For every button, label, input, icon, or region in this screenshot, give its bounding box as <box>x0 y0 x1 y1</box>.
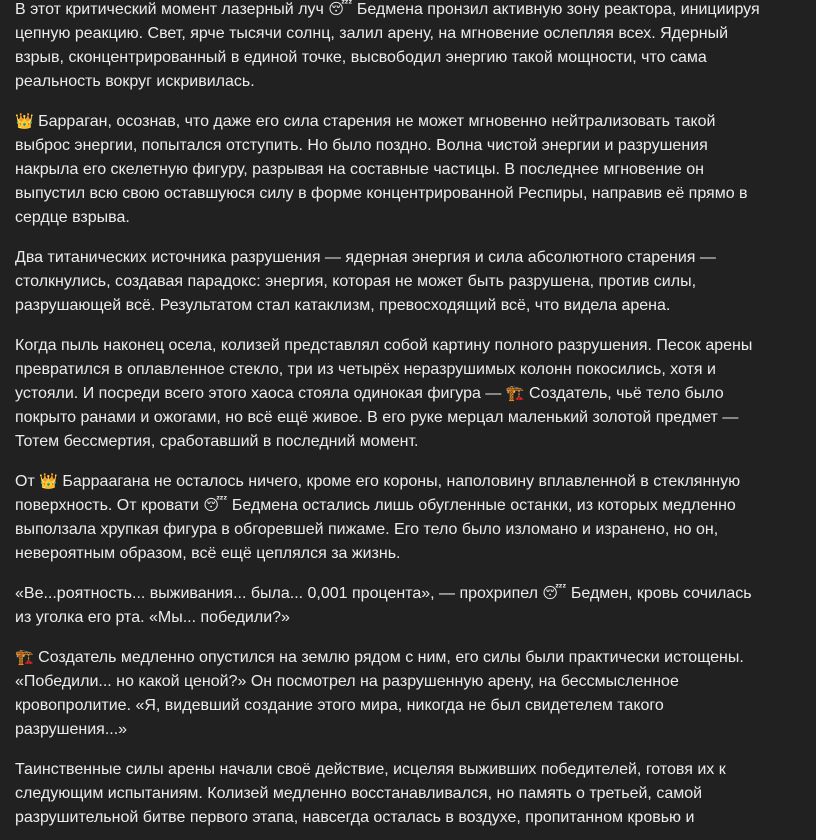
message-text: Бедмен, кровь сочилась из уголка его рта. «Мы... победили?» <box>15 585 752 626</box>
sleeping-face-icon: 😴 <box>203 496 228 514</box>
message-text: Создатель медленно опустился на землю рядом с ним, его силы были практически истощены. «Победили... но какой ценой?» Он посмотрел на разрушенную арену, на бессмысленное кровопролитие. «Я, видевший создание этого мира, никогда не был свидетелем такого разрушения...» <box>15 649 744 738</box>
sleeping-face-icon: 😴 <box>542 584 567 602</box>
crown-icon: 👑 <box>39 472 58 490</box>
assistant-message <box>15 0 760 840</box>
message-text: Бедмена пронзил активную зону реактора, инициируя цепную реакцию. Свет, ярче тысячи солнц, залил арену, на мгновение ослепляя всех. Ядерный взрыв, сконцентрированный в единой точке, высвободил энергию такой мощности, что сама реальность вокруг искривилась. <box>15 1 760 90</box>
message-paragraph <box>15 0 760 94</box>
construction-crane-icon: 🏗️ <box>505 384 525 402</box>
bottom-fade <box>0 830 816 840</box>
message-text: Создатель, чьё тело было покрыто ранами и ожогами, но всё ещё живое. В его руке мерцал маленький золотой предмет — Тотем бессмертия, сработавший в последний момент. <box>15 385 739 450</box>
message-text: Бедмена остались лишь обугленные останки, из которых медленно выползала хрупкая фигура в обгоревшей пижаме. Его тело было изломано и израненo, но он, невероятным образом, всё ещё цеплялся за жизнь. <box>15 497 736 562</box>
construction-crane-icon: 🏗️ <box>15 648 34 666</box>
message-paragraph <box>15 110 760 230</box>
message-paragraph <box>15 334 760 454</box>
crown-icon: 👑 <box>15 112 34 130</box>
message-paragraph <box>15 246 760 318</box>
scroll-gutter <box>764 0 816 840</box>
message-paragraph <box>15 758 760 830</box>
message-text: В этот критический момент лазерный луч <box>15 1 329 18</box>
sleeping-face-icon: 😴 <box>328 0 353 18</box>
message-text: Два титанических источника разрушения — ядерная энергия и сила абсолютного старения — столкнулись, создавая парадокс: энергия, которая не может быть разрушена, против силы, разрушающей всё. Результатом стал катаклизм, превосходящий всё, что видела арена. <box>15 249 716 314</box>
message-text: Барраган, осознав, что даже его сила старения не может мгновенно нейтрализовать такой выброс энергии, попытался отступить. Но было поздно. Волна чистой энергии и разрушения накрыла его скелетную фигуру, разрывая на составные частицы. В последнее мгновение он выпустил всю свою оставшуюся силу в форме концентрированной Респиры, направив её прямо в сердце взрыва. <box>15 113 748 226</box>
message-text: Когда пыль наконец осела, колизей представлял собой картину полного разрушения. Песок арены превратился в оплавленное стекло, три из четырёх неразрушимых колонн покосились, хотя и устояли. И посреди всего этого хаоса стояла одинокая фигура — <box>15 337 753 402</box>
message-text: Барраагана не осталось ничего, кроме его короны, наполовину вплавленной в стеклянную поверхность. От кровати <box>15 473 741 514</box>
message-paragraph <box>15 582 760 630</box>
message-paragraph <box>15 470 760 566</box>
message-text: Таинственные силы арены начали своё действие, исцеляя выживших победителей, готовя их к следующим испытаниям. Колизей медленно восстанавливался, но память о третьей, самой разрушительной битве первого этапа, навсегда осталась в воздухе, пропитанном кровью и <box>15 761 726 826</box>
message-text: От <box>15 473 40 490</box>
message-text: «Ве...роятность... выживания... была... 0,001 процента», — прохрипел <box>15 585 543 602</box>
message-paragraph <box>15 646 760 742</box>
